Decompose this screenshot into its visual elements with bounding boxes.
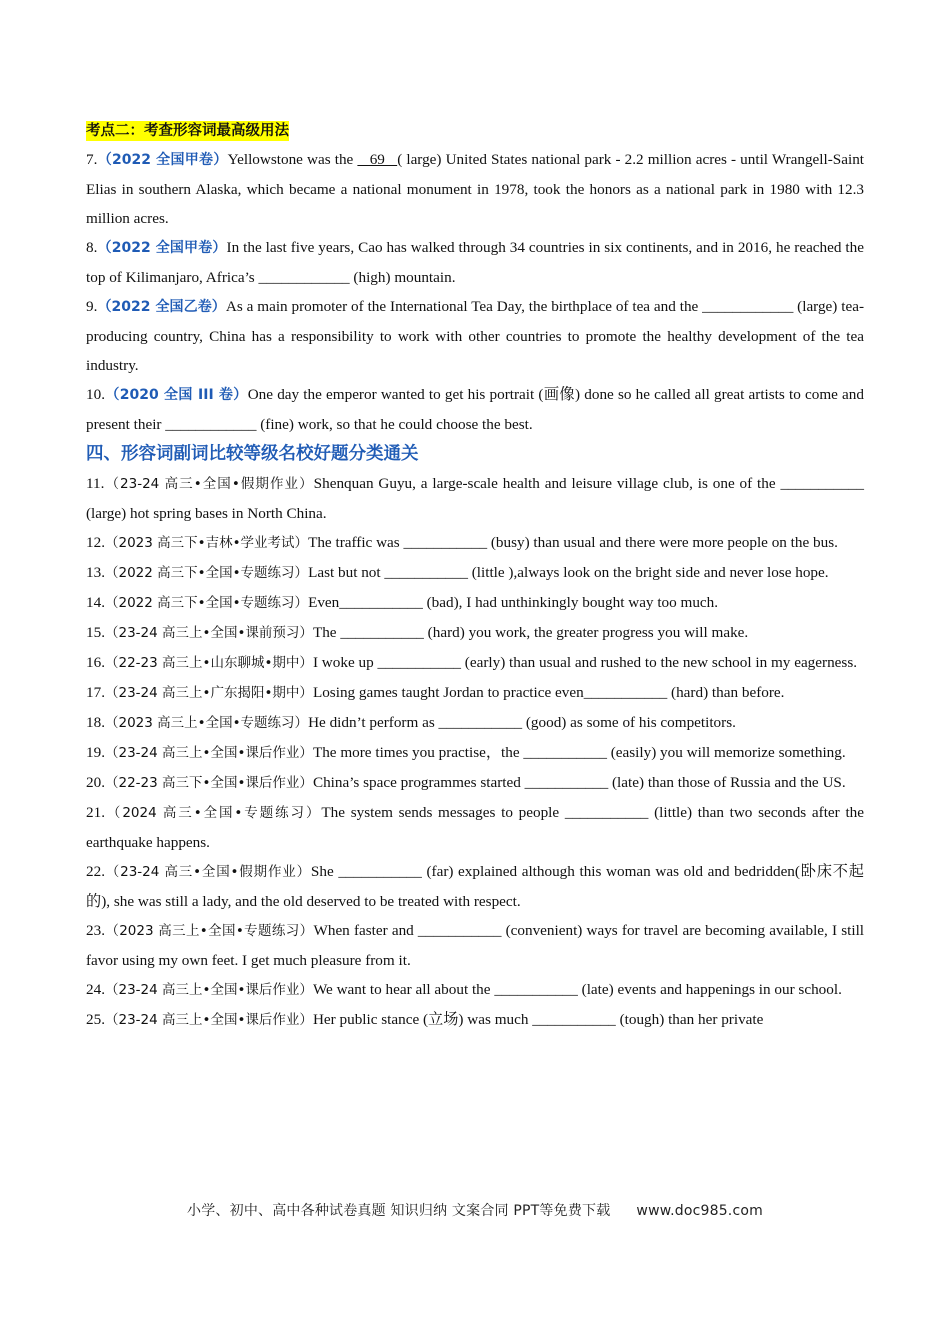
question-source: （2022 全国甲卷） [97,152,228,168]
question-number: 21. [86,804,105,821]
question-number: 7. [86,151,98,168]
question-text: The traffic was ___________ (busy) than usual and there were more people on the bus. [308,534,838,551]
question-number: 25. [86,1011,105,1028]
question-number: 22. [86,863,105,880]
page-footer [0,1200,950,1220]
question-number: 23. [86,922,105,939]
question-number: 8. [86,239,98,256]
question-item [86,588,864,618]
question-8 [86,233,864,292]
question-number: 24. [86,981,105,998]
question-text: I woke up ___________ (early) than usual and rushed to the new school in my eagerness. [312,654,858,671]
question-item [86,469,864,528]
question-item [86,975,864,1005]
question-source: （23-24 高三上•全国•课后作业） [104,745,313,761]
question-source: （2022 全国甲卷） [97,240,227,256]
question-7 [86,145,864,233]
question-number: 10. [86,386,105,403]
footer-url[interactable]: www.doc985.com [636,1203,763,1219]
question-source: （23-24 高三•全国•假期作业） [104,864,311,880]
question-text: We want to hear all about the ___________ (late) events and happenings in our school. [312,981,842,998]
question-text: The system sends messages to people ___________ (little) than two seconds after the earthquake happens. [86,804,864,851]
question-text: Shenquan Guyu, a large-scale health and leisure village club, is one of the ___________ (large) hot spring bases in North China. [86,475,864,522]
question-text: The more times you practise，the ___________ (easily) you will memorize something. [312,744,846,761]
question-source: （23-24 高三上•全国•课后作业） [104,1012,313,1028]
question-text: Losing games taught Jordan to practice even___________ (hard) than before. [312,684,785,701]
question-number: 19. [86,744,105,761]
question-item [86,857,864,916]
question-number: 11. [86,475,105,492]
question-source: （22-23 高三下•全国•课后作业） [104,775,313,791]
question-text: As a main promoter of the International Tea Day, the birthplace of tea and the ____________ (large) tea-producing country, China has a responsibility to work with other countries to promote the healthy development of the tea industry. [86,298,864,374]
section-title-superlative: 考点二：考查形容词最高级用法 [86,123,289,139]
question-number: 9. [86,298,98,315]
question-source: （23-24 高三•全国•假期作业） [104,476,314,492]
question-text: One day the emperor wanted to get his portrait (画像) done so he called all great artists to come and present their ____________ (fine) work, so that he could choose the best. [86,386,864,433]
question-item [86,528,864,558]
question-number: 18. [86,714,105,731]
question-source: （2024 高三•全国•专题练习） [104,805,322,821]
question-source: （2020 全国 III 卷） [104,387,248,403]
question-source: （2023 高三上•全国•专题练习） [104,923,314,939]
document-page [86,116,864,1035]
question-source: （22-23 高三上•山东聊城•期中） [104,655,313,671]
question-number: 16. [86,654,105,671]
question-number: 13. [86,564,105,581]
question-item [86,618,864,648]
question-list [86,469,864,1035]
question-text: When faster and ___________ (convenient) ways for travel are becoming available, I still favor using my own feet. I get much pleasure from it. [86,922,865,969]
question-text: Yellowstone was the [227,151,358,168]
question-item [86,708,864,738]
question-source: （23-24 高三上•全国•课前预习） [104,625,313,641]
question-text: She ___________ (far) explained although this woman was old and bedridden(卧床不起的), she was still a lady, and the old deserved to be treated with respect. [86,863,864,910]
question-text: Her public stance (立场) was much ___________ (tough) than her private [312,1011,764,1028]
question-item [86,678,864,708]
question-source: （23-24 高三上•广东揭阳•期中） [104,685,313,701]
question-10 [86,380,864,439]
question-item [86,738,864,768]
question-text: The ___________ (hard) you work, the greater progress you will make. [312,624,749,641]
question-number: 15. [86,624,105,641]
question-item [86,798,864,857]
question-item [86,916,864,975]
question-number: 20. [86,774,105,791]
question-text: In the last five years, Cao has walked through 34 countries in six continents, and in 2016, he reached the top of Kilimanjaro, Africa’s ____________ (high) mountain. [86,239,864,286]
answer-blank: 69 [357,151,398,168]
question-text: Last but not ___________ (little ),always look on the bright side and never lose hope. [308,564,829,581]
footer-text: 小学、初中、高中各种试卷真题 知识归纳 文案合同 PPT等免费下载 [187,1203,611,1219]
question-item [86,648,864,678]
question-item [86,1005,864,1035]
question-source: （2022 高三下•全国•专题练习） [104,565,309,581]
question-source: （2023 高三上•全国•专题练习） [104,715,309,731]
question-text: ( large) United States national park - 2.2 million acres - until Wrangell-Saint Elias in southern Alaska, which became a national monument in 1978, took the honors as a national park in 1980 with 12.3 million acres. [86,151,865,227]
question-text: Even___________ (bad), I had unthinkingly bought way too much. [308,594,719,611]
question-source: （23-24 高三上•全国•课后作业） [104,982,313,998]
question-item [86,768,864,798]
question-source: （2022 全国乙卷） [97,299,226,315]
question-number: 14. [86,594,105,611]
question-source: （2022 高三下•全国•专题练习） [104,595,309,611]
question-item [86,558,864,588]
question-text: He didn’t perform as ___________ (good) as some of his competitors. [308,714,736,731]
question-9 [86,292,864,380]
question-source: （2023 高三下•吉林•学业考试） [104,535,309,551]
question-number: 17. [86,684,105,701]
question-text: China’s space programmes started ___________ (late) than those of Russia and the US. [312,774,846,791]
question-number: 12. [86,534,105,551]
section-heading-comparison: 四、形容词副词比较等级名校好题分类通关 [86,444,419,464]
